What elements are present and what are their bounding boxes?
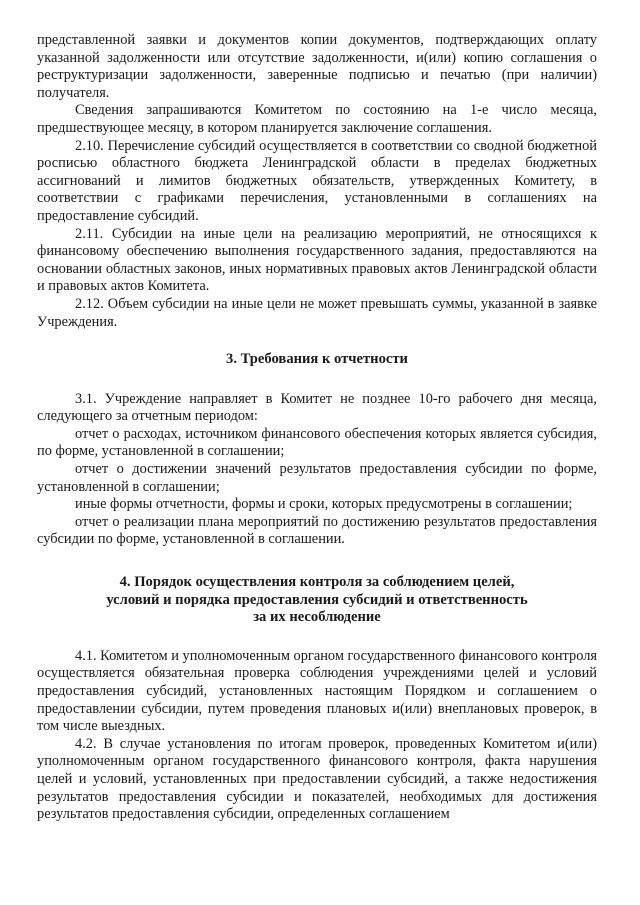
paragraph-other-forms: иные формы отчетности, формы и сроки, которых предусмотрены в соглашении; xyxy=(75,496,573,513)
paragraph-report-plan: отчет о реализации плана мероприятий по достижению результатов предоставления субсидии по форме, установленной в соглашении. xyxy=(37,513,597,548)
paragraph-4-2: 4.2. В случае установления по итогам проверок, проведенных Комитетом и(или) уполномоченным органом государственного финансового контроля, факта нарушения целей и условий, установленных при предоставлении субсидий, а также недостижения результатов предоставления субсидии и показателей, необходимых для достижения результатов предоставления субсидии, определенных соглашением xyxy=(37,735,597,823)
paragraph-2-11: 2.11. Субсидии на иные цели на реализацию мероприятий, не относящихся к финансовому обеспечению выполнения государственного задания, предоставляются на основании областных законов, иных нормативных правовых актов Ленинградской области и правовых актов Комитета. xyxy=(37,225,597,295)
section-4-title-line: 4. Порядок осуществления контроля за соблюдением целей, xyxy=(119,574,515,591)
paragraph-report-results: отчет о достижении значений результатов предоставления субсидии по форме, установленной в соглашении; xyxy=(37,461,597,495)
section-4-title-line: условий и порядка предоставления субсидий и ответственность xyxy=(106,591,528,608)
paragraph-report-expenses: отчет о расходах, источником финансового обеспечения которых является субсидия, по форме, установленной в соглашении; xyxy=(37,425,597,460)
section-3-title: 3. Требования к отчетности xyxy=(226,351,408,368)
section-4-title-line: за их несоблюдение xyxy=(253,609,381,626)
paragraph-3-1: 3.1. Учреждение направляет в Комитет не позднее 10-го рабочего дня месяца, следующего за отчетным периодом: xyxy=(37,390,597,425)
paragraph-2-10: 2.10. Перечисление субсидий осуществляется в соответствии со сводной бюджетной росписью областного бюджета Ленинградской области в пределах бюджетных ассигнований и лимитов бюджетных обязательств, утвержденных Комитету, в соответствии с графиками перечисления, установленными в соглашениях на предоставление субсидий. xyxy=(37,137,597,224)
section-4-title xyxy=(37,574,597,627)
document-page xyxy=(37,32,597,824)
paragraph-info-request: Сведения запрашиваются Комитетом по состоянию на 1-е число месяца, предшествующее месяцу, в котором планируется заключение соглашения. xyxy=(37,102,597,136)
paragraph-continuation: представленной заявки и документов копии документов, подтверждающих оплату указанной задолженности или отсутствие задолженности, и(или) копию соглашения о реструктуризации задолженности, заверенные подписью и печатью (при наличии) получателя. xyxy=(37,32,597,101)
paragraph-4-1: 4.1. Комитетом и уполномоченным органом государственного финансового контроля осуществляется обязательная проверка соблюдения учреждениями целей и условий предоставления субсидий, установленных настоящим Порядком и соглашением о предоставлении субсидии, путем проведения плановых и(или) внеплановых проверок, в том числе выездных. xyxy=(37,647,597,735)
paragraph-2-12: 2.12. Объем субсидии на иные цели не может превышать суммы, указанной в заявке Учреждения. xyxy=(37,295,597,330)
